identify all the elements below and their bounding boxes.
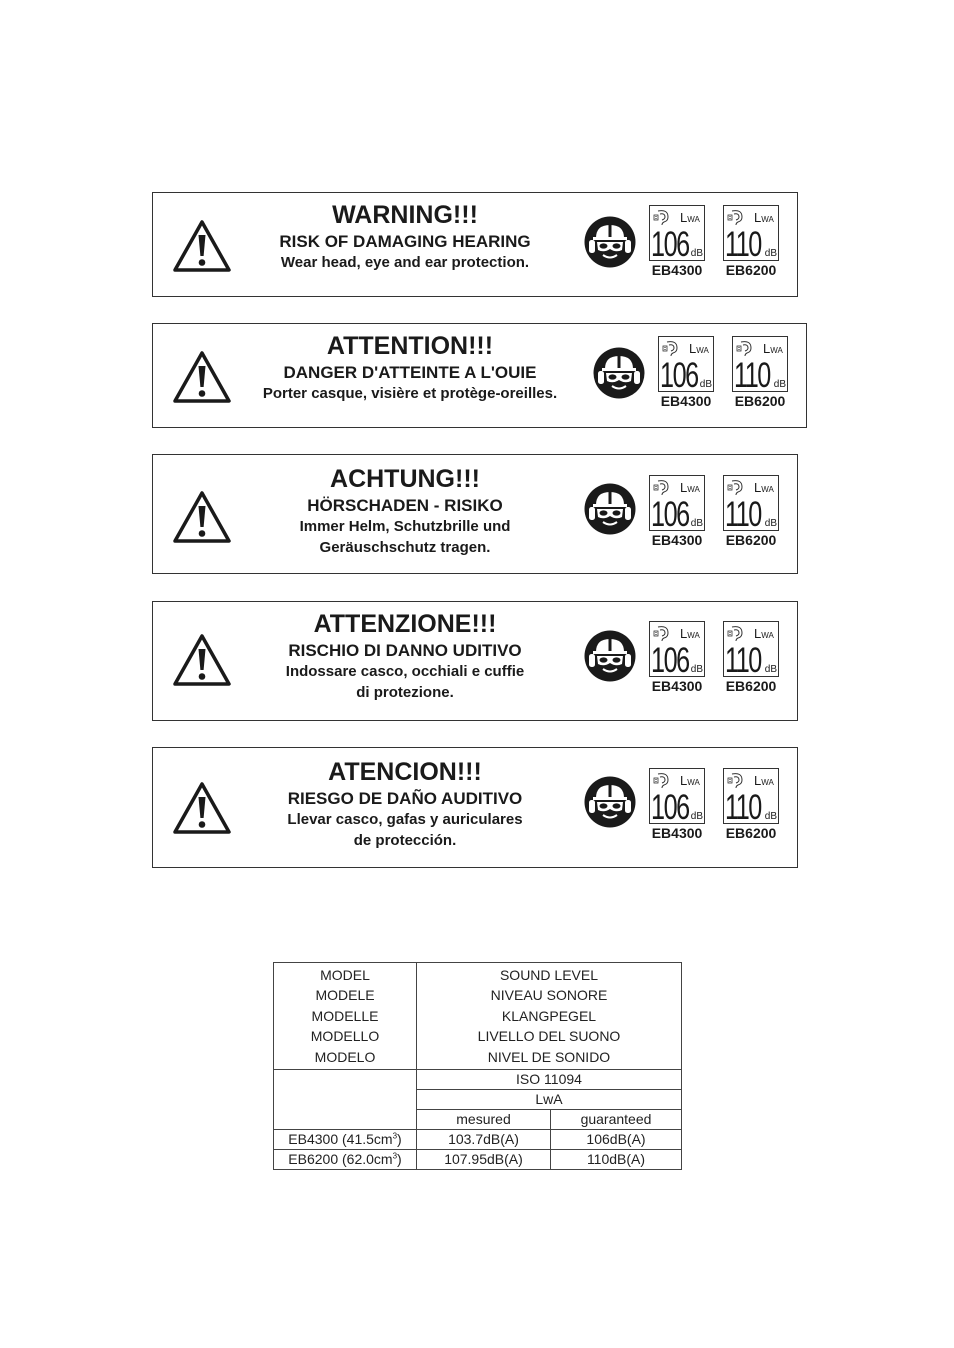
- warning-label: [152, 323, 807, 428]
- model-name: EB4300: [660, 393, 712, 409]
- lwa-label: [754, 211, 774, 226]
- guaranteed-header-cell: guaranteed: [551, 1110, 682, 1130]
- lwa-sub: WA: [687, 778, 700, 787]
- label-title: ATTENZIONE!!!: [313, 610, 497, 638]
- ear-icon: [726, 624, 746, 642]
- label-text-block: [238, 758, 572, 851]
- sound-level-badge: [723, 768, 781, 842]
- lwa-label: [754, 627, 774, 642]
- lwa-label: [680, 627, 700, 642]
- lwa-main: L: [754, 626, 762, 641]
- lwa-main: L: [689, 341, 697, 356]
- sound-level-value: 106: [651, 641, 689, 680]
- lwa-main: L: [754, 210, 762, 225]
- sound-level-value: 106: [660, 356, 698, 395]
- sound-level-value: 110: [725, 788, 761, 827]
- sound-level-value: 106: [651, 225, 689, 264]
- lwa-label: [680, 774, 700, 789]
- unit-superscript: 3: [392, 1151, 398, 1161]
- sound-level-value: 106: [651, 495, 689, 534]
- model-header-line: MODEL: [320, 967, 370, 983]
- model-name: EB4300 (41.5cm: [288, 1131, 393, 1148]
- label-text-block: [238, 201, 572, 273]
- sound-header-line: SOUND LEVEL: [499, 967, 599, 983]
- sound-level-box: [649, 621, 705, 680]
- lwa-sub: WA: [761, 485, 774, 494]
- warning-label: [152, 192, 798, 297]
- label-title: ATTENTION!!!: [326, 332, 494, 360]
- lwa-label: [680, 481, 700, 496]
- lwa-sub: WA: [696, 346, 709, 355]
- lwa-main: L: [680, 210, 688, 225]
- lwa-main: L: [763, 341, 771, 356]
- lwa-main: L: [680, 773, 688, 788]
- sound-level-badge: [658, 336, 716, 410]
- sound-level-unit: dB: [699, 379, 712, 390]
- lwa-sub: WA: [761, 631, 774, 640]
- ear-icon: [652, 771, 672, 789]
- label-title: ACHTUNG!!!: [330, 465, 480, 493]
- sound-level-value: 110: [725, 641, 761, 680]
- lwa-main: L: [754, 480, 762, 495]
- model-name: EB6200 (62.0cm: [288, 1151, 393, 1168]
- model-name: EB4300: [651, 262, 703, 278]
- warning-label: [152, 601, 798, 721]
- sound-level-box: [723, 768, 779, 827]
- sound-level-box: [723, 205, 779, 264]
- lwa-label: [763, 342, 783, 357]
- label-title: WARNING!!!: [332, 201, 478, 229]
- table-header-row: [274, 963, 682, 1070]
- label-subtitle: DANGER D'ATTEINTE A L'OUIE: [283, 363, 537, 382]
- label-instruction: Indossare casco, occhiali e cuffie: [285, 663, 525, 680]
- sound-level-value: 106: [651, 788, 689, 827]
- sound-level-badge: [649, 205, 707, 279]
- lwa-main: L: [680, 626, 688, 641]
- sound-level-value: 110: [734, 356, 770, 395]
- warning-triangle-icon: [171, 218, 233, 274]
- model-cell: [274, 1150, 417, 1170]
- sound-level-badge: [723, 475, 781, 549]
- model-name: EB6200: [725, 825, 777, 841]
- lwa-sub: WA: [761, 778, 774, 787]
- label-instruction: de protección.: [353, 832, 457, 849]
- label-subtitle: HÖRSCHADEN - RISIKO: [307, 496, 503, 515]
- ear-icon: [652, 478, 672, 496]
- warning-triangle-icon: [171, 632, 233, 688]
- model-close: ): [397, 1151, 402, 1168]
- head-eye-ear-protection-icon: [584, 630, 636, 682]
- warning-triangle-icon: [171, 349, 233, 405]
- sound-level-badge: [732, 336, 790, 410]
- label-title: ATENCION!!!: [328, 758, 482, 786]
- label-text-block: [238, 610, 572, 703]
- model-close: ): [397, 1131, 402, 1148]
- warning-label: [152, 747, 798, 868]
- model-name: EB6200: [725, 262, 777, 278]
- empty-cell: [274, 1070, 417, 1130]
- model-header-line: MODELLE: [311, 1007, 379, 1024]
- measured-header-cell: mesured: [417, 1110, 551, 1130]
- lwa-label: [754, 481, 774, 496]
- sound-level-value: 110: [725, 225, 761, 264]
- sound-level-badge: [649, 621, 707, 695]
- lwa-sub: WA: [687, 631, 700, 640]
- label-text-block: [238, 465, 572, 558]
- table-row: [274, 1150, 682, 1170]
- guaranteed-cell: 106dB(A): [551, 1130, 682, 1150]
- sound-level-unit: dB: [764, 248, 777, 259]
- sound-level-box: [732, 336, 788, 395]
- ear-icon: [726, 771, 746, 789]
- sound-level-unit: dB: [690, 518, 703, 529]
- ear-icon: [726, 478, 746, 496]
- lwa-sub: WA: [761, 215, 774, 224]
- sound-header-line: LIVELLO DEL SUONO: [477, 1028, 621, 1045]
- label-instruction: Immer Helm, Schutzbrille und: [299, 518, 511, 535]
- sound-level-value: 110: [725, 495, 761, 534]
- model-header-cell: [274, 963, 417, 1070]
- model-header-line: MODELE: [315, 987, 375, 1004]
- model-name: EB6200: [725, 532, 777, 548]
- label-instruction: di protezione.: [356, 684, 454, 701]
- sound-level-badge: [723, 205, 781, 279]
- sound-level-unit: dB: [764, 518, 777, 529]
- model-name: EB4300: [651, 532, 703, 548]
- label-instruction: Llevar casco, gafas y auriculares: [287, 811, 523, 828]
- table-row: [274, 1130, 682, 1150]
- ear-icon: [652, 624, 672, 642]
- label-instruction: Geräuschschutz tragen.: [319, 539, 491, 556]
- lwa-label: [680, 211, 700, 226]
- lwa-sub: WA: [687, 485, 700, 494]
- sound-level-unit: dB: [690, 248, 703, 259]
- sound-level-box: [649, 205, 705, 264]
- warning-label: [152, 454, 798, 574]
- ear-icon: [726, 208, 746, 226]
- head-eye-ear-protection-icon: [584, 483, 636, 535]
- sound-level-unit: dB: [690, 811, 703, 822]
- model-header-line: MODELLO: [310, 1028, 380, 1045]
- label-subtitle: RISCHIO DI DANNO UDITIVO: [288, 641, 522, 660]
- label-text-block: [243, 332, 577, 404]
- sound-level-badge: [649, 768, 707, 842]
- model-header-line: MODELO: [314, 1048, 376, 1065]
- sound-header-cell: [417, 963, 682, 1070]
- sound-level-unit: dB: [773, 379, 786, 390]
- unit-superscript: 3: [392, 1131, 398, 1141]
- ear-icon: [652, 208, 672, 226]
- lwa-main: L: [680, 480, 688, 495]
- model-name: EB4300: [651, 825, 703, 841]
- label-instruction: Wear head, eye and ear protection.: [280, 254, 530, 271]
- model-cell: [274, 1130, 417, 1150]
- guaranteed-cell: 110dB(A): [551, 1150, 682, 1170]
- sound-level-unit: dB: [764, 664, 777, 675]
- ear-icon: [661, 339, 681, 357]
- sound-level-box: [649, 768, 705, 827]
- label-instruction: Porter casque, visière et protège-oreilles.: [262, 385, 558, 402]
- sound-header-line: NIVEAU SONORE: [490, 987, 608, 1004]
- lwa-sub: WA: [687, 215, 700, 224]
- sound-level-box: [649, 475, 705, 534]
- table-row: [274, 1070, 682, 1090]
- lwa-main: L: [754, 773, 762, 788]
- standard-cell: ISO 11094: [417, 1070, 682, 1090]
- sound-header-line: KLANGPEGEL: [501, 1007, 597, 1024]
- lwa-label: [689, 342, 709, 357]
- measured-cell: 107.95dB(A): [417, 1150, 551, 1170]
- label-subtitle: RIESGO DE DAÑO AUDITIVO: [287, 789, 523, 808]
- head-eye-ear-protection-icon: [593, 347, 645, 399]
- sound-level-badge: [649, 475, 707, 549]
- lwa-label: [754, 774, 774, 789]
- head-eye-ear-protection-icon: [584, 216, 636, 268]
- sound-level-unit: dB: [690, 664, 703, 675]
- label-subtitle: RISK OF DAMAGING HEARING: [279, 232, 531, 251]
- measured-cell: 103.7dB(A): [417, 1130, 551, 1150]
- sound-header-line: NIVEL DE SONIDO: [487, 1048, 611, 1065]
- head-eye-ear-protection-icon: [584, 776, 636, 828]
- model-name: EB4300: [651, 678, 703, 694]
- ear-icon: [735, 339, 755, 357]
- sound-level-unit: dB: [764, 811, 777, 822]
- sound-level-box: [658, 336, 714, 395]
- quantity-cell: LwA: [417, 1090, 682, 1110]
- sound-level-table: [273, 962, 682, 1170]
- model-name: EB6200: [734, 393, 786, 409]
- lwa-sub: WA: [770, 346, 783, 355]
- sound-level-box: [723, 621, 779, 680]
- warning-triangle-icon: [171, 489, 233, 545]
- sound-level-box: [723, 475, 779, 534]
- model-name: EB6200: [725, 678, 777, 694]
- warning-triangle-icon: [171, 780, 233, 836]
- sound-level-badge: [723, 621, 781, 695]
